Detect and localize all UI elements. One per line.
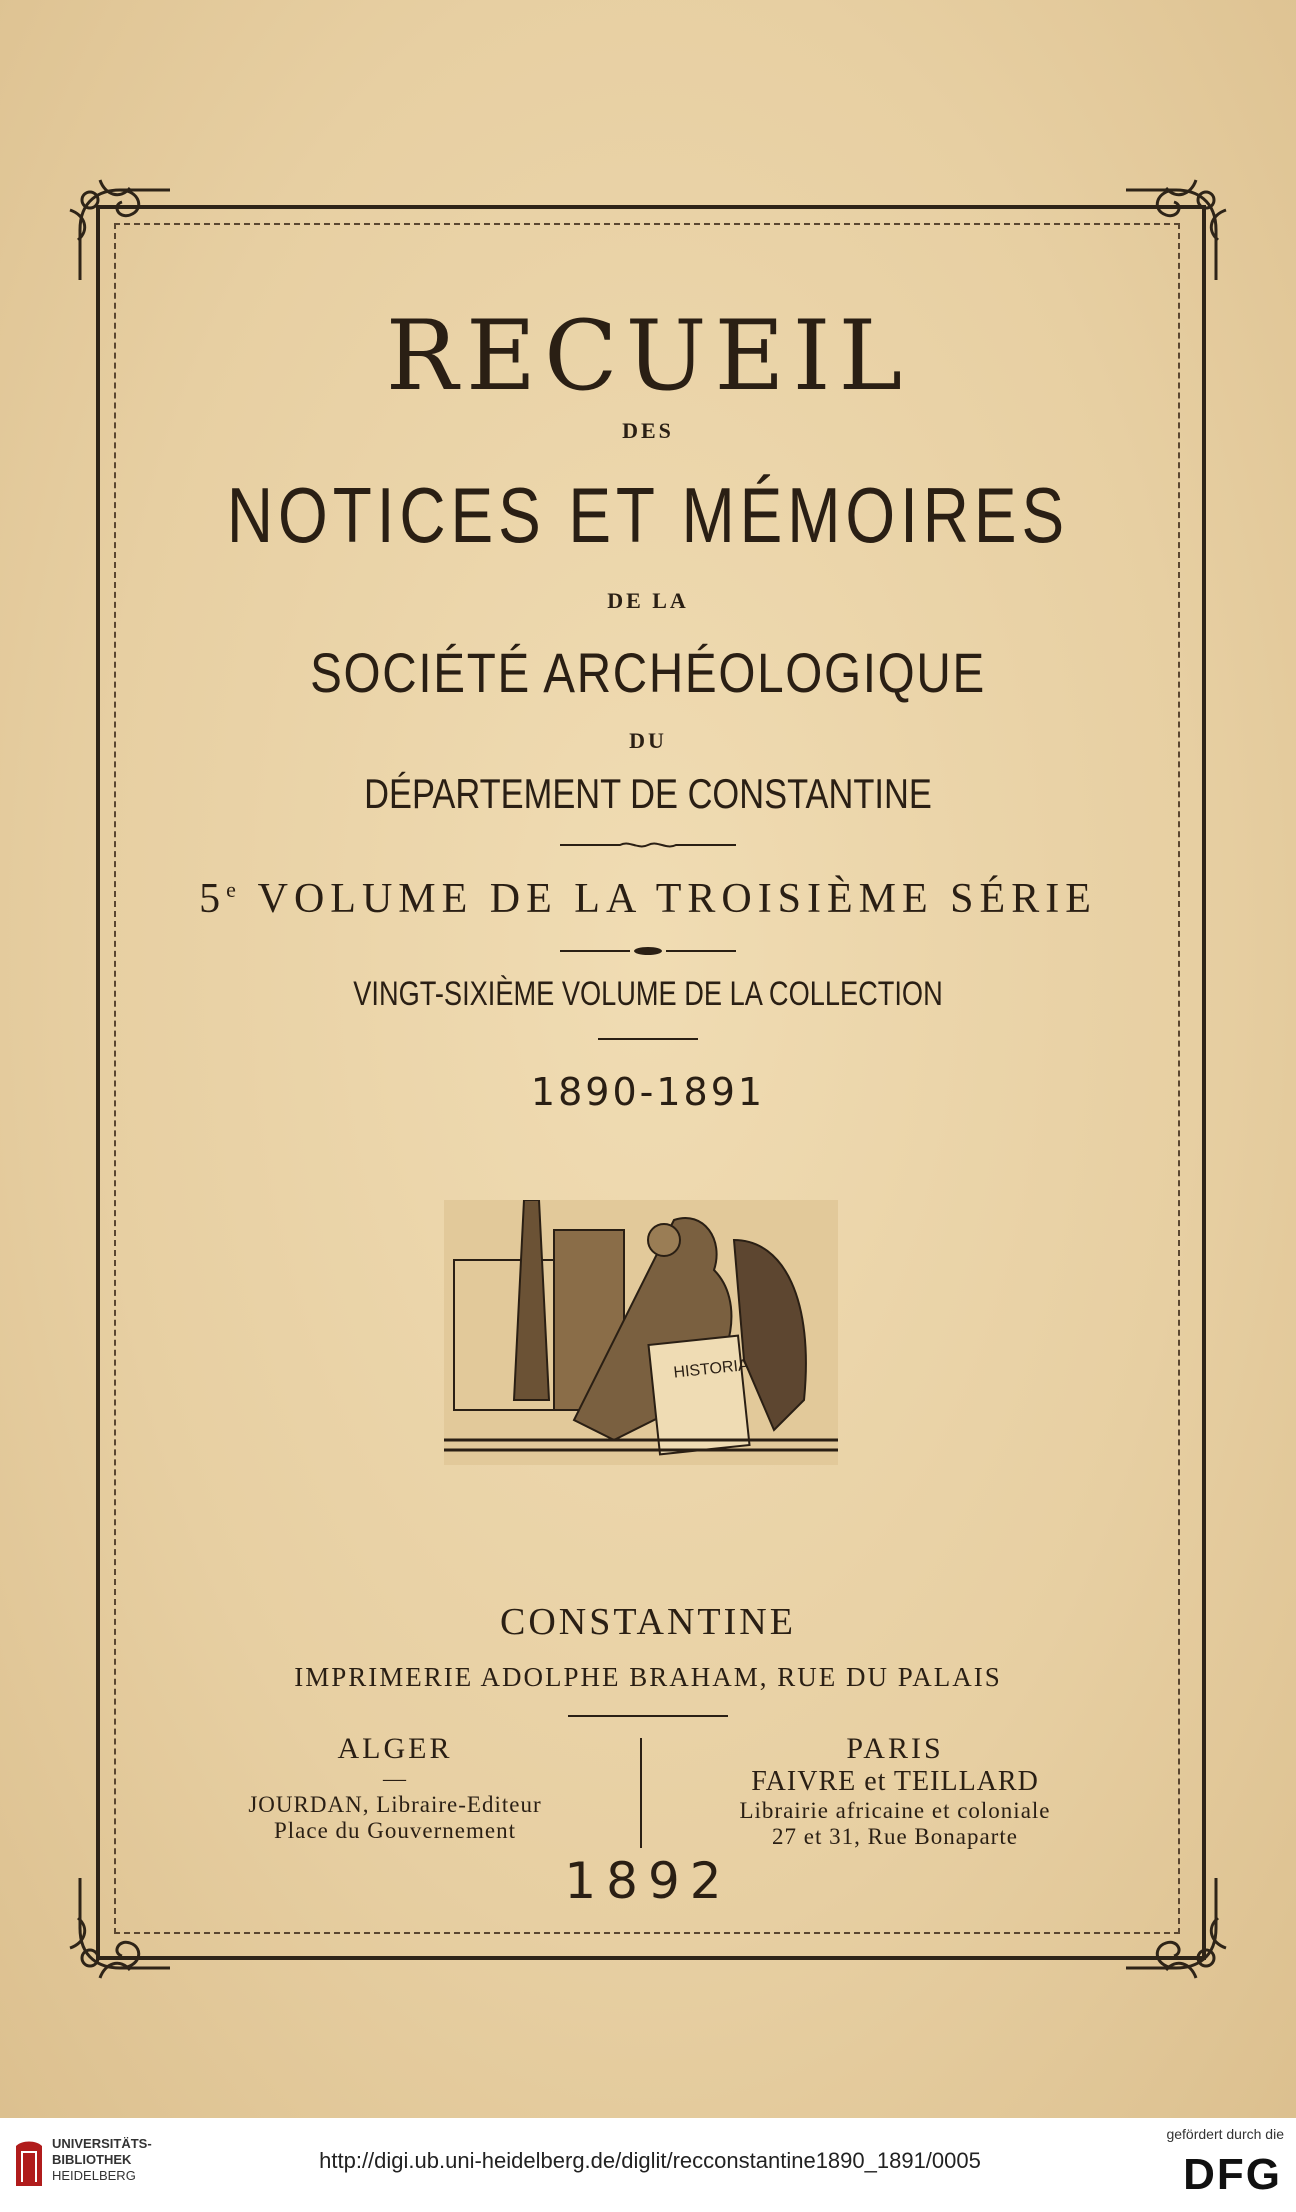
paris-city: PARIS xyxy=(846,1732,944,1765)
corner-ornament-top-left xyxy=(60,170,180,290)
title-recueil: RECUEIL xyxy=(385,300,911,412)
vignette-label: HISTORIA xyxy=(672,1356,750,1382)
corner-ornament-top-right xyxy=(1116,170,1236,290)
volume-text: VOLUME DE LA TROISIÈME SÉRIE xyxy=(241,876,1097,922)
title-years: 1890-1891 xyxy=(530,1070,766,1114)
title-volume xyxy=(0,875,1296,923)
permalink-url[interactable]: http://digi.ub.uni-heidelberg.de/diglit/recconstantine1890_1891/0005 xyxy=(319,2148,981,2173)
paris-address: 27 et 31, Rue Bonaparte xyxy=(772,1824,1018,1849)
title-vingt-sixieme: VINGT-SIXIÈME VOLUME DE LA COLLECTION xyxy=(353,975,943,1013)
title-du: DU xyxy=(629,728,667,753)
volume-superscript: e xyxy=(226,877,242,902)
library-name-line3: HEIDELBERG xyxy=(52,2168,136,2183)
title-de-la: DE LA xyxy=(607,588,689,613)
alger-column xyxy=(200,1732,590,1844)
historia-vignette-engraving xyxy=(444,1200,838,1465)
dfg-logo: DFG xyxy=(1183,2150,1282,2199)
publication-year: 1892 xyxy=(564,1852,732,1910)
alger-address: Place du Gouvernement xyxy=(274,1818,516,1843)
imprint-divider xyxy=(640,1738,642,1848)
imprint-rule xyxy=(568,1715,728,1717)
ornamental-rule-1 xyxy=(560,838,736,852)
library-name-line1: UNIVERSITÄTS- xyxy=(52,2136,152,2151)
viewer-footer xyxy=(0,2118,1296,2212)
title-des: DES xyxy=(622,418,674,443)
sponsor-text: gefördert durch die xyxy=(1166,2126,1284,2142)
paris-publisher: FAIVRE et TEILLARD xyxy=(751,1766,1039,1797)
library-name xyxy=(52,2136,152,2184)
title-departement: DÉPARTEMENT DE CONSTANTINE xyxy=(364,770,932,817)
library-logo-icon xyxy=(12,2136,46,2190)
imprint-printer: IMPRIMERIE ADOLPHE BRAHAM, RUE DU PALAIS xyxy=(294,1662,1002,1692)
volume-number: 5 xyxy=(199,876,227,922)
alger-publisher: JOURDAN, Libraire-Editeur xyxy=(248,1792,542,1817)
title-societe: SOCIÉTÉ ARCHÉOLOGIQUE xyxy=(310,641,986,704)
alger-dash: — xyxy=(383,1766,407,1791)
library-name-line2: BIBLIOTHEK xyxy=(52,2152,132,2167)
paris-description: Librairie africaine et coloniale xyxy=(739,1798,1051,1823)
ornamental-rule-2 xyxy=(560,944,736,958)
short-rule xyxy=(598,1038,698,1040)
alger-city: ALGER xyxy=(337,1732,453,1765)
title-notices: NOTICES ET MÉMOIRES xyxy=(226,471,1070,559)
imprint-city: CONSTANTINE xyxy=(500,1601,796,1643)
paris-column xyxy=(700,1732,1090,1850)
